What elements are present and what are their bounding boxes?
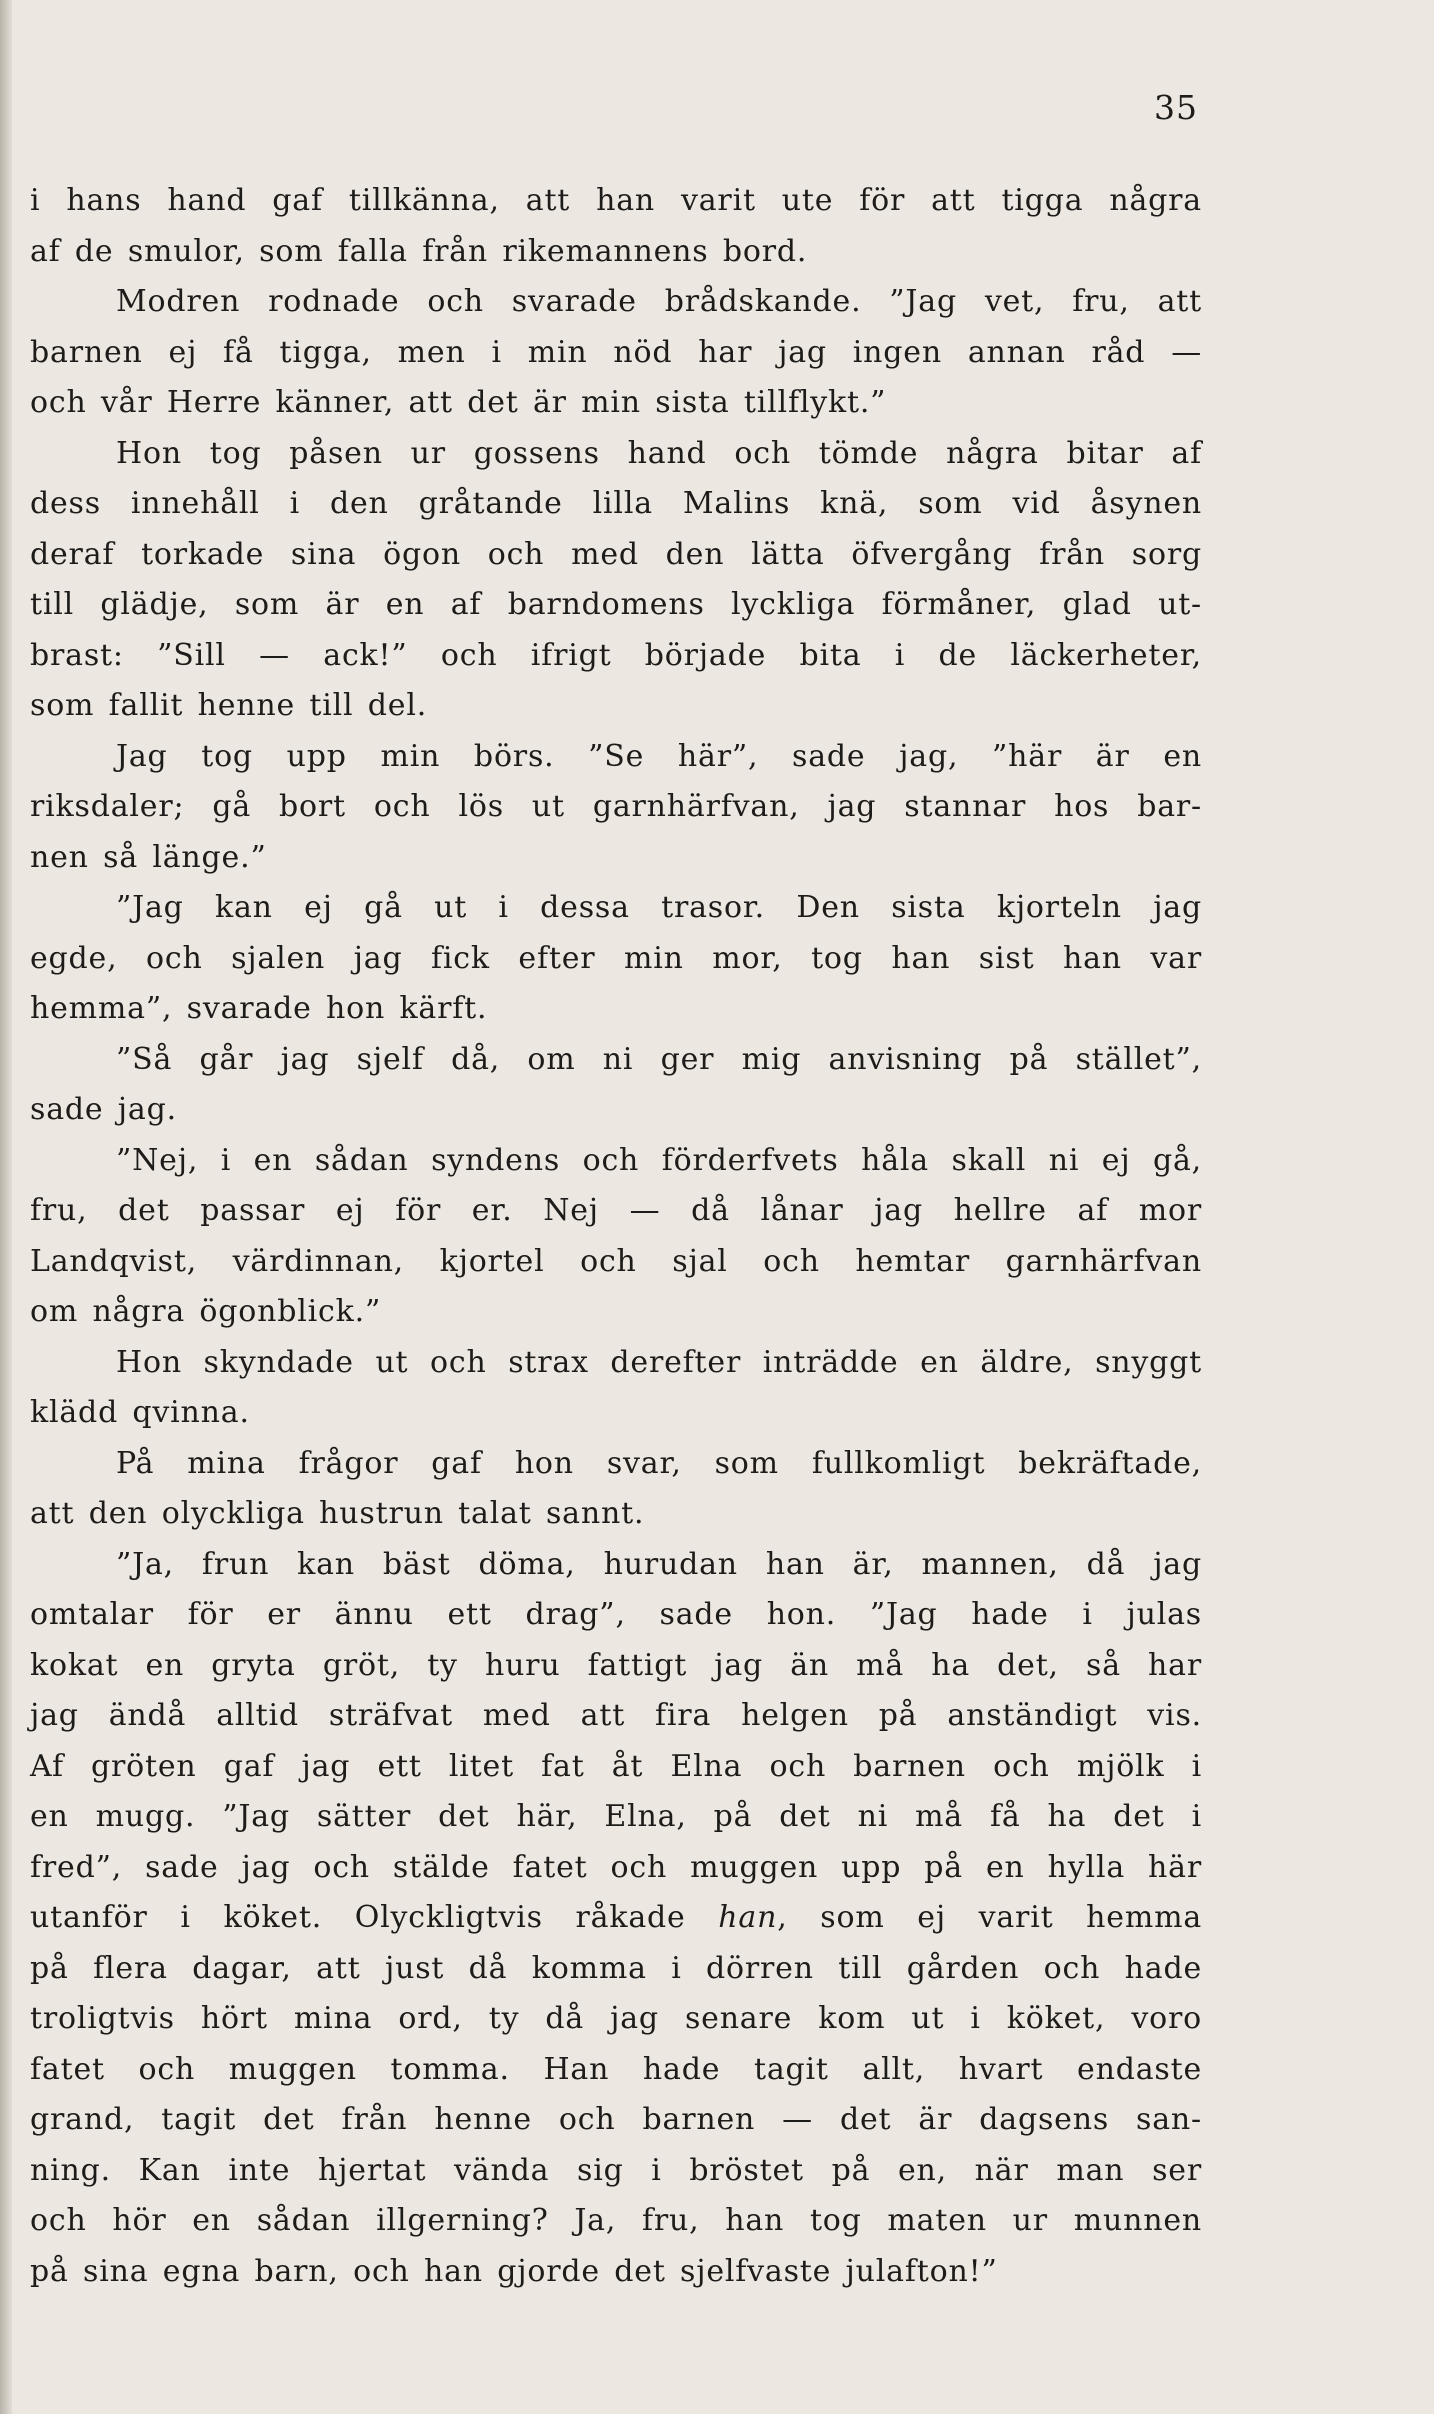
text-line: utanför i köket. Olyckligtvis råkade han, som ej varit hemma <box>30 1900 1202 1935</box>
text-line: omtalar för er ännu ett drag”, sade hon. ”Jag hade i julas <box>30 1597 1202 1632</box>
text-line: ”Ja, frun kan bäst döma, hurudan han är, mannen, då jag <box>116 1546 1202 1582</box>
text-line: ”Nej, i en sådan syndens och förderfvets håla skall ni ej gå, <box>116 1142 1202 1178</box>
text-line: troligtvis hört mina ord, ty då jag senare kom ut i köket, voro <box>30 2001 1202 2036</box>
text-line: fatet och muggen tomma. Han hade tagit allt, hvart endaste <box>30 2051 1202 2087</box>
body-text <box>30 176 1202 2297</box>
text-line: Modren rodnade och svarade brådskande. ”Jag vet, fru, att <box>116 284 1202 319</box>
text-line: dess innehåll i den gråtande lilla Malins knä, som vid åsynen <box>30 486 1202 521</box>
text-line: kokat en gryta gröt, ty huru fattigt jag än må ha det, så har <box>30 1647 1202 1683</box>
text-line: och hör en sådan illgerning? Ja, fru, han tog maten ur munnen <box>30 2203 1202 2238</box>
text-line: sade jag. <box>30 1092 177 1127</box>
text-line: jag ändå alltid sträfvat med att fira helgen på anständigt vis. <box>30 1698 1202 1733</box>
text-line: barnen ej få tigga, men i min nöd har jag ingen annan råd — <box>30 334 1202 370</box>
text-line: fru, det passar ej för er. Nej — då lånar jag hellre af mor <box>30 1193 1202 1228</box>
text-line: ning. Kan inte hjertat vända sig i bröstet på en, när man ser <box>30 2152 1202 2188</box>
text-line: grand, tagit det från henne och barnen — det är dagsens san- <box>30 2102 1202 2137</box>
text-line: och vår Herre känner, att det är min sista tillflykt.” <box>30 385 887 420</box>
text-line: af de smulor, som falla från rikemannens bord. <box>30 233 808 269</box>
text-line: ”Så går jag sjelf då, om ni ger mig anvisning på stället”, <box>116 1041 1202 1077</box>
text-line: Landqvist, värdinnan, kjortel och sjal och hemtar garnhärfvan <box>30 1243 1202 1279</box>
text-line: i hans hand gaf tillkänna, att han varit ute för att tigga några <box>30 183 1202 218</box>
text-line: brast: ”Sill — ack!” och ifrigt började bita i de läckerheter, <box>30 637 1202 673</box>
text-line: riksdaler; gå bort och lös ut garnhärfvan, jag stannar hos bar- <box>30 789 1202 824</box>
text-line: fred”, sade jag och stälde fatet och muggen upp på en hylla här <box>30 1849 1202 1885</box>
text-line: Hon skyndade ut och strax derefter inträdde en äldre, snyggt <box>116 1344 1202 1380</box>
text-line: hemma”, svarade hon kärft. <box>30 991 488 1026</box>
text-line: som fallit henne till del. <box>30 688 428 723</box>
text-line: egde, och sjalen jag fick efter min mor, tog han sist han var <box>30 940 1202 976</box>
page-number: 35 <box>1154 88 1198 127</box>
text-line: en mugg. ”Jag sätter det här, Elna, på det ni må få ha det i <box>30 1799 1202 1834</box>
text-line: nen så länge.” <box>30 839 267 875</box>
italic-emphasis: han <box>718 1900 778 1935</box>
text-line: på flera dagar, att just då komma i dörren till gården och hade <box>30 1950 1202 1986</box>
text-line: Jag tog upp min börs. ”Se här”, sade jag, ”här är en <box>116 738 1202 774</box>
text-line: på sina egna barn, och han gjorde det sjelfvaste julafton!” <box>30 2253 998 2289</box>
text-line: På mina frågor gaf hon svar, som fullkomligt bekräftade, <box>116 1445 1202 1481</box>
page-binding-edge <box>0 0 12 2414</box>
text-line: deraf torkade sina ögon och med den lätta öfvergång från sorg <box>30 536 1202 572</box>
text-line: till glädje, som är en af barndomens lyckliga förmåner, glad ut- <box>30 587 1202 622</box>
text-line: klädd qvinna. <box>30 1395 250 1430</box>
text-line: om några ögonblick.” <box>30 1294 382 1329</box>
text-line: ”Jag kan ej gå ut i dessa trasor. Den sista kjorteln jag <box>116 890 1202 925</box>
text-line: att den olyckliga hustrun talat sannt. <box>30 1496 645 1531</box>
text-line: Af gröten gaf jag ett litet fat åt Elna och barnen och mjölk i <box>30 1748 1202 1784</box>
text-line: Hon tog påsen ur gossens hand och tömde några bitar af <box>116 435 1202 471</box>
